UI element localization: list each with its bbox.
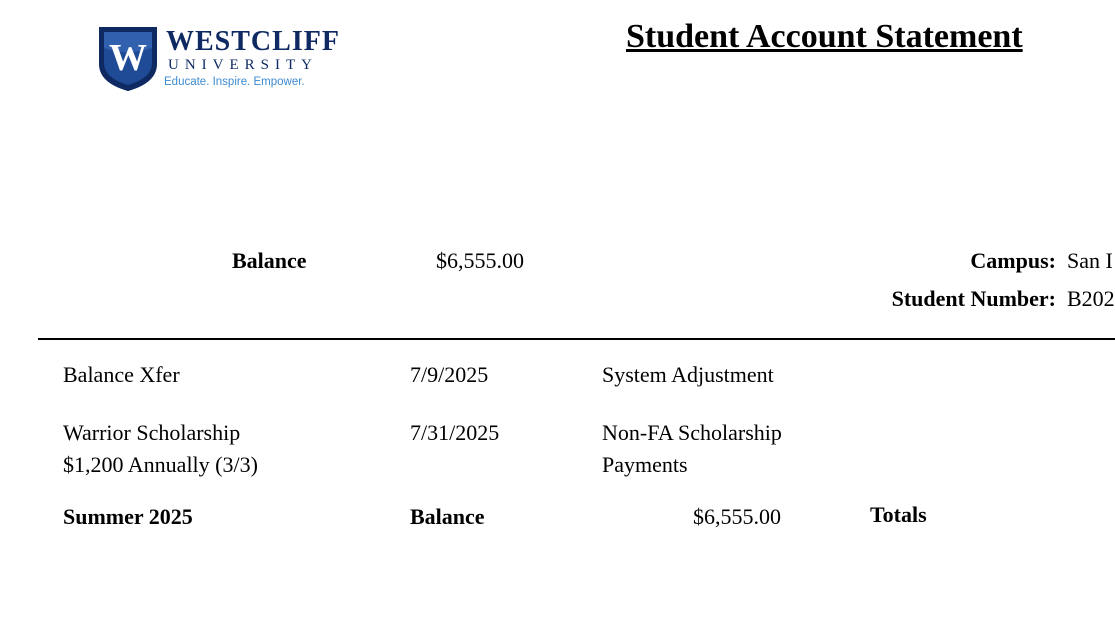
transaction-date: 7/31/2025 — [410, 420, 500, 445]
totals-label: Totals — [870, 502, 927, 527]
logo-letter: W — [109, 37, 147, 79]
transaction-date: 7/9/2025 — [410, 362, 489, 387]
term-balance-label: Balance — [410, 504, 485, 529]
logo-subtitle: UNIVERSITY — [168, 57, 318, 73]
logo-wordmark: WESTCLIFF — [166, 26, 340, 57]
document-title: Student Account Statement — [626, 18, 1023, 55]
student-number-label: Student Number: — [891, 286, 1056, 311]
student-number-value: B202 — [1067, 286, 1115, 311]
campus-label: Campus: — [970, 248, 1056, 273]
transaction-type-detail: Payments — [602, 452, 688, 477]
transaction-description: Balance Xfer — [63, 362, 180, 387]
logo-tagline: Educate. Inspire. Empower. — [164, 76, 305, 88]
section-divider — [38, 338, 1115, 340]
transaction-description: Warrior Scholarship — [63, 420, 241, 445]
transaction-type: Non-FA Scholarship — [602, 420, 782, 445]
balance-label: Balance — [232, 248, 307, 273]
balance-value: $6,555.00 — [436, 248, 524, 273]
term-name: Summer 2025 — [63, 504, 193, 529]
campus-value: San I — [1067, 248, 1113, 273]
shield-logo-icon — [98, 26, 158, 92]
transaction-description-detail: $1,200 Annually (3/3) — [63, 452, 258, 477]
term-balance-value: $6,555.00 — [693, 504, 781, 529]
transaction-type: System Adjustment — [602, 362, 774, 387]
